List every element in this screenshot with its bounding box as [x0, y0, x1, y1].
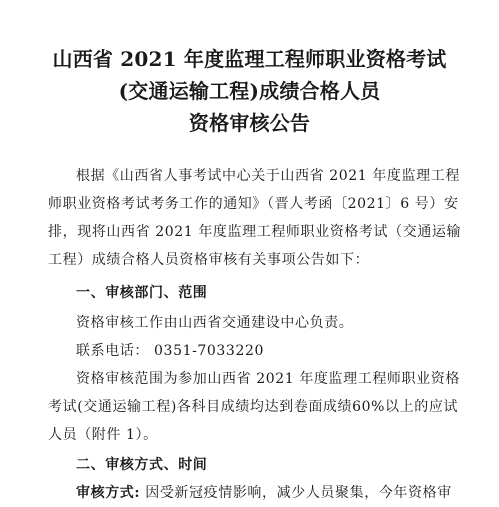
- section-1-paragraph-3-line-2: 考试(交通运输工程)各科目成绩均达到卷面成绩60%以上的应试: [48, 399, 459, 415]
- section-1-paragraph-3-line-1: 资格审核范围为参加山西省 2021 年度监理工程师职业资格: [76, 371, 460, 387]
- intro-line-1: 根据《山西省人事考试中心关于山西省 2021 年度监理工程: [76, 168, 460, 184]
- title-line-3: 资格审核公告: [188, 111, 311, 135]
- title-line-1: 山西省 2021 年度监理工程师职业资格考试: [52, 47, 447, 71]
- review-method-text: 因受新冠疫情影响，减少人员聚集，今年资格审: [140, 485, 452, 501]
- section-1-heading: 一、审核部门、范围: [76, 285, 208, 301]
- intro-line-2: 师职业资格考试考务工作的通知》（晋人考函〔2021〕6 号）安: [48, 196, 459, 212]
- intro-line-3: 排，现将山西省 2021 年度监理工程师职业资格考试（交通运输: [48, 224, 462, 240]
- title-line-2: (交通运输工程)成绩合格人员: [118, 79, 381, 103]
- review-method-label: 审核方式:: [76, 485, 141, 501]
- section-2-paragraph-1: [76, 483, 452, 503]
- contact-phone: 联系电话： 0351-7033220: [76, 343, 264, 359]
- section-2-heading: 二、审核方式、时间: [76, 457, 208, 473]
- section-1-paragraph-3-line-3: 人员（附件 1）。: [48, 427, 158, 443]
- section-1-paragraph-1: 资格审核工作由山西省交通建设中心负责。: [76, 315, 354, 331]
- intro-line-4: 工程）成绩合格人员资格审核有关事项公告如下：: [48, 252, 370, 268]
